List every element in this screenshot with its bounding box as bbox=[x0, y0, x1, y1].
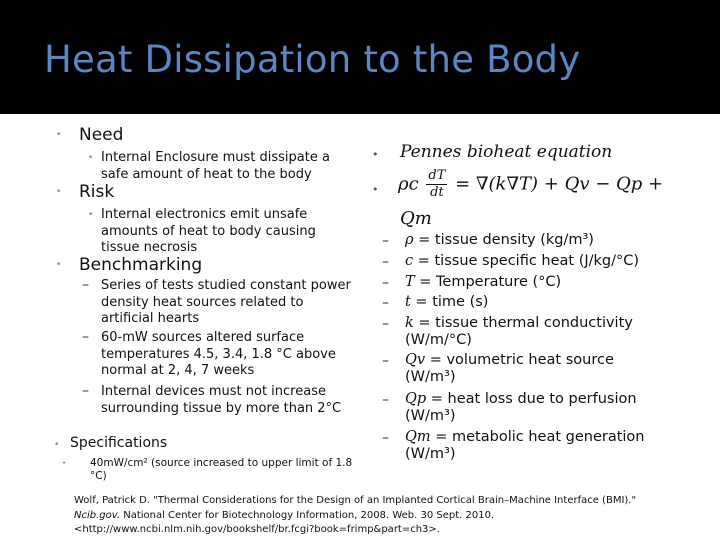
dash: – bbox=[382, 295, 389, 311]
title-bar bbox=[0, 0, 720, 114]
def-symbol: t bbox=[405, 294, 411, 310]
citation-line-2 bbox=[74, 509, 714, 524]
dash: – bbox=[82, 277, 89, 293]
def-text: = heat loss due to perfusion (W/m³) bbox=[405, 391, 637, 424]
definition-Qv bbox=[405, 352, 665, 386]
def-symbol: c bbox=[405, 253, 414, 269]
def-symbol: ρ bbox=[405, 232, 414, 248]
bullet: • bbox=[372, 148, 379, 161]
dash: – bbox=[82, 383, 89, 399]
bullet: • bbox=[88, 153, 94, 163]
citation bbox=[74, 494, 714, 538]
bullet: • bbox=[62, 459, 67, 467]
dash: – bbox=[382, 392, 389, 408]
def-symbol: Qv bbox=[405, 352, 426, 368]
heading-risk: Risk bbox=[79, 182, 115, 202]
need-item: Internal Enclosure must dissipate a safe amount of heat to the body bbox=[101, 150, 330, 182]
dash: – bbox=[382, 353, 389, 369]
def-symbol: Qp bbox=[405, 391, 427, 407]
equation-fraction bbox=[426, 168, 447, 201]
def-text: = tissue thermal conductivity (W/m/°C) bbox=[405, 315, 633, 348]
definition-k bbox=[405, 315, 660, 349]
def-text: = tissue density (kg/m³) bbox=[413, 232, 594, 248]
risk-item: Internal electronics emit unsafe amounts of heat to body causing tissue necrosis bbox=[101, 207, 316, 255]
citation-line-1: Wolf, Patrick D. "Thermal Considerations for the Design of an Implanted Cortical Brain–Machine Interface (BMI)." bbox=[74, 495, 637, 506]
def-text: = metabolic heat generation (W/m³) bbox=[405, 429, 645, 462]
def-text: = volumetric heat source (W/m³) bbox=[405, 352, 614, 385]
def-text: = Temperature (°C) bbox=[414, 274, 562, 290]
definition-Qp bbox=[405, 391, 665, 425]
dash: – bbox=[382, 233, 389, 249]
def-symbol: k bbox=[405, 315, 414, 331]
pennes-equation bbox=[398, 168, 663, 201]
definition-t bbox=[405, 294, 665, 311]
equation-heading: Pennes bioheat equation bbox=[400, 142, 613, 162]
fraction-numerator: dT bbox=[428, 168, 446, 183]
equation-lhs: ρc bbox=[398, 173, 419, 195]
equation-tail: Qm bbox=[400, 208, 432, 229]
def-text: = time (s) bbox=[410, 294, 489, 310]
spec-item: 40mW/cm² (source increased to upper limit of 1.8 °C) bbox=[90, 457, 353, 482]
bullet: • bbox=[56, 260, 62, 270]
bullet: • bbox=[56, 130, 62, 140]
bullet: • bbox=[56, 187, 62, 197]
bullet: • bbox=[88, 210, 94, 220]
citation-line-2-rest: National Center for Biotechnology Information, 2008. Web. 30 Sept. 2010. bbox=[120, 509, 495, 521]
dash: – bbox=[382, 316, 389, 332]
def-symbol: Qm bbox=[405, 429, 431, 445]
dash: – bbox=[382, 275, 389, 291]
definition-Qm bbox=[405, 429, 665, 463]
bullet: • bbox=[54, 440, 60, 450]
bullet: • bbox=[372, 183, 379, 196]
benchmark-item: Internal devices must not increase surrounding tissue by more than 2°C bbox=[101, 384, 342, 416]
heading-benchmarking: Benchmarking bbox=[79, 255, 203, 275]
benchmark-item: 60-mW sources altered surface temperatures 4.5, 3.4, 1.8 °C above normal at 2, 4, 7 weeks bbox=[101, 330, 336, 378]
heading-specifications: Specifications bbox=[70, 435, 168, 451]
def-text: = tissue specific heat (J/kg/°C) bbox=[413, 253, 640, 269]
citation-journal: Ncib.gov. bbox=[74, 509, 121, 521]
benchmark-item: Series of tests studied constant power density heat sources related to artificial hearts bbox=[101, 278, 351, 326]
dash: – bbox=[82, 329, 89, 345]
dash: – bbox=[382, 430, 389, 446]
definition-c bbox=[405, 253, 665, 270]
definition-T bbox=[405, 274, 665, 291]
fraction-denominator: dt bbox=[430, 185, 444, 200]
dash: – bbox=[382, 254, 389, 270]
citation-line-3: <http://www.ncbi.nlm.nih.gov/bookshelf/br.fcgi?book=frimp&part=ch3>. bbox=[74, 524, 440, 535]
slide-title: Heat Dissipation to the Body bbox=[44, 38, 581, 81]
equation-rhs: = ∇(k∇T) + Qv − Qp + bbox=[455, 173, 664, 195]
definition-rho bbox=[405, 232, 665, 249]
heading-need: Need bbox=[79, 125, 124, 145]
def-symbol: T bbox=[405, 274, 415, 290]
